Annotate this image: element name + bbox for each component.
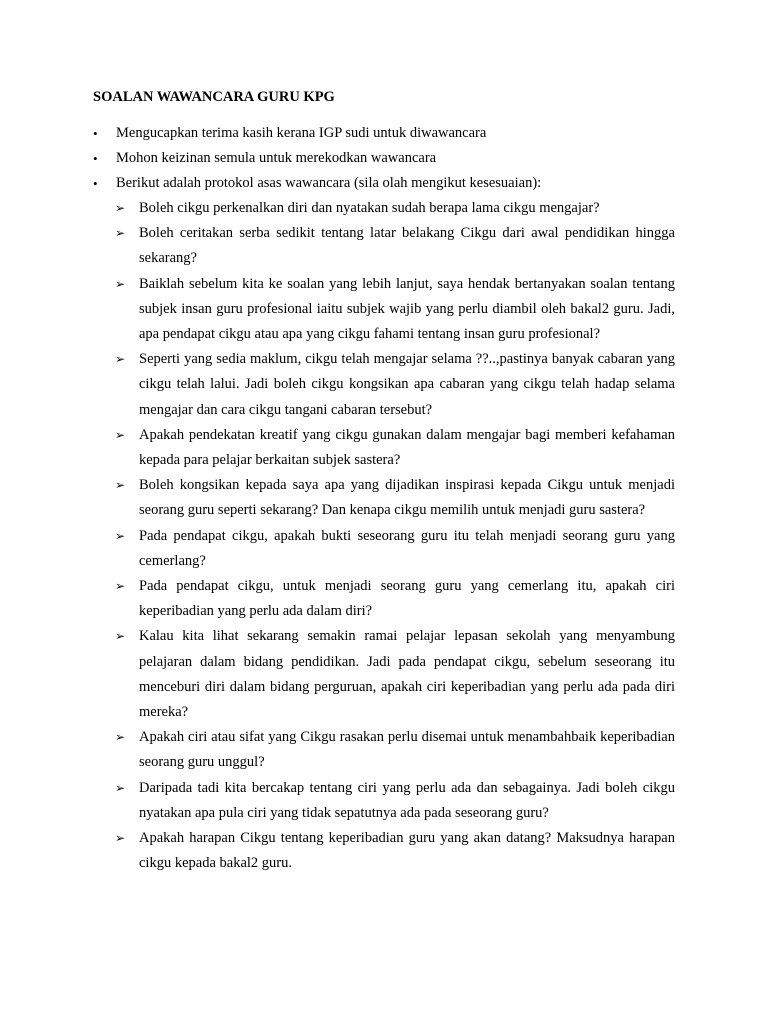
question-text: Apakah harapan Cikgu tentang keperibadian guru yang akan datang? Maksudnya harapan cikgu kepada bakal2 guru. xyxy=(139,830,675,872)
arrow-bullet-icon: ➢ xyxy=(115,528,126,543)
arrow-bullet-icon: ➢ xyxy=(115,730,126,745)
question-text: Pada pendapat cikgu, apakah bukti seseorang guru itu telah menjadi seorang guru yang cemerlang? xyxy=(139,527,675,569)
question-text: Daripada tadi kita bercakap tentang ciri yang perlu ada dan sebagainya. Jadi boleh cikgu nyatakan apa pula ciri yang tidak sepatutnya ada pada seseorang guru? xyxy=(139,779,675,821)
bullet-icon: • xyxy=(93,126,98,141)
question-text: Boleh cikgu perkenalkan diri dan nyatakan sudah berapa lama cikgu mengajar? xyxy=(139,200,600,216)
intro-bullet-item xyxy=(93,171,683,196)
arrow-bullet-icon: ➢ xyxy=(115,226,126,241)
intro-bullet-text: Mengucapkan terima kasih kerana IGP sudi untuk diwawancara xyxy=(116,125,487,141)
arrow-bullet-icon: ➢ xyxy=(115,629,126,644)
question-item xyxy=(115,826,675,876)
question-text: Pada pendapat cikgu, untuk menjadi seorang guru yang cemerlang itu, apakah ciri keperibadian yang perlu ada dalam diri? xyxy=(139,578,675,620)
arrow-bullet-icon: ➢ xyxy=(115,427,126,442)
question-item xyxy=(115,574,675,624)
question-item xyxy=(115,725,675,775)
question-item xyxy=(115,524,675,574)
question-text: Seperti yang sedia maklum, cikgu telah mengajar selama ??..,pastinya banyak cabaran yang cikgu telah lalui. Jadi boleh cikgu kongsikan apa cabaran yang cikgu telah hadap selama mengajar dan cara cikgu tangani cabaran tersebut? xyxy=(139,351,675,418)
arrow-bullet-icon: ➢ xyxy=(115,579,126,594)
question-item xyxy=(115,221,675,271)
intro-bullet-item xyxy=(93,146,683,171)
question-text: Kalau kita lihat sekarang semakin ramai pelajar lepasan sekolah yang menyambung pelajaran dalam bidang pendidikan. Jadi pada pendapat cikgu, sebelum seseorang itu menceburi diri dalam bidang perguruan, apakah ciri keperibadian yang perlu ada pada diri mereka? xyxy=(139,628,675,721)
question-item xyxy=(115,624,675,725)
intro-bullet-list xyxy=(93,121,683,197)
arrow-bullet-icon: ➢ xyxy=(115,352,126,367)
arrow-bullet-icon: ➢ xyxy=(115,831,126,846)
bullet-icon: • xyxy=(93,176,98,192)
question-text: Baiklah sebelum kita ke soalan yang lebih lanjut, saya hendak bertanyakan soalan tentang subjek insan guru profesional iaitu subjek wajib yang perlu diambil oleh bakal2 guru. Jadi, apa pendapat cikgu atau apa yang cikgu fahami tentang insan guru profesional? xyxy=(139,275,675,343)
question-text: Apakah ciri atau sifat yang Cikgu rasakan perlu disemai untuk menambahbaik keperibadian seorang guru unggul? xyxy=(139,729,675,771)
question-item xyxy=(115,473,675,523)
question-list xyxy=(115,196,675,876)
arrow-bullet-icon: ➢ xyxy=(115,276,126,291)
question-item xyxy=(115,196,675,221)
question-item xyxy=(115,272,675,348)
arrow-bullet-icon: ➢ xyxy=(115,201,126,215)
arrow-bullet-icon: ➢ xyxy=(115,478,126,493)
question-item xyxy=(115,423,675,473)
bullet-icon: • xyxy=(93,151,98,167)
intro-bullet-text: Mohon keizinan semula untuk merekodkan wawancara xyxy=(116,150,437,167)
document-title: SOALAN WAWANCARA GURU KPG xyxy=(93,89,335,105)
question-item xyxy=(115,347,675,423)
question-text: Boleh kongsikan kepada saya apa yang dijadikan inspirasi kepada Cikgu untuk menjadi seorang guru seperti sekarang? Dan kenapa cikgu memilih untuk menjadi guru sastera? xyxy=(139,477,675,519)
question-text: Apakah pendekatan kreatif yang cikgu gunakan dalam mengajar bagi memberi kefahaman kepada para pelajar berkaitan subjek sastera? xyxy=(139,426,675,469)
intro-bullet-item xyxy=(93,121,683,146)
intro-bullet-text: Berikut adalah protokol asas wawancara (sila olah mengikut kesesuaian): xyxy=(116,175,542,192)
arrow-bullet-icon: ➢ xyxy=(115,780,126,795)
question-item xyxy=(115,776,675,826)
question-text: Boleh ceritakan serba sedikit tentang latar belakang Cikgu dari awal pendidikan hingga sekarang? xyxy=(139,225,675,267)
